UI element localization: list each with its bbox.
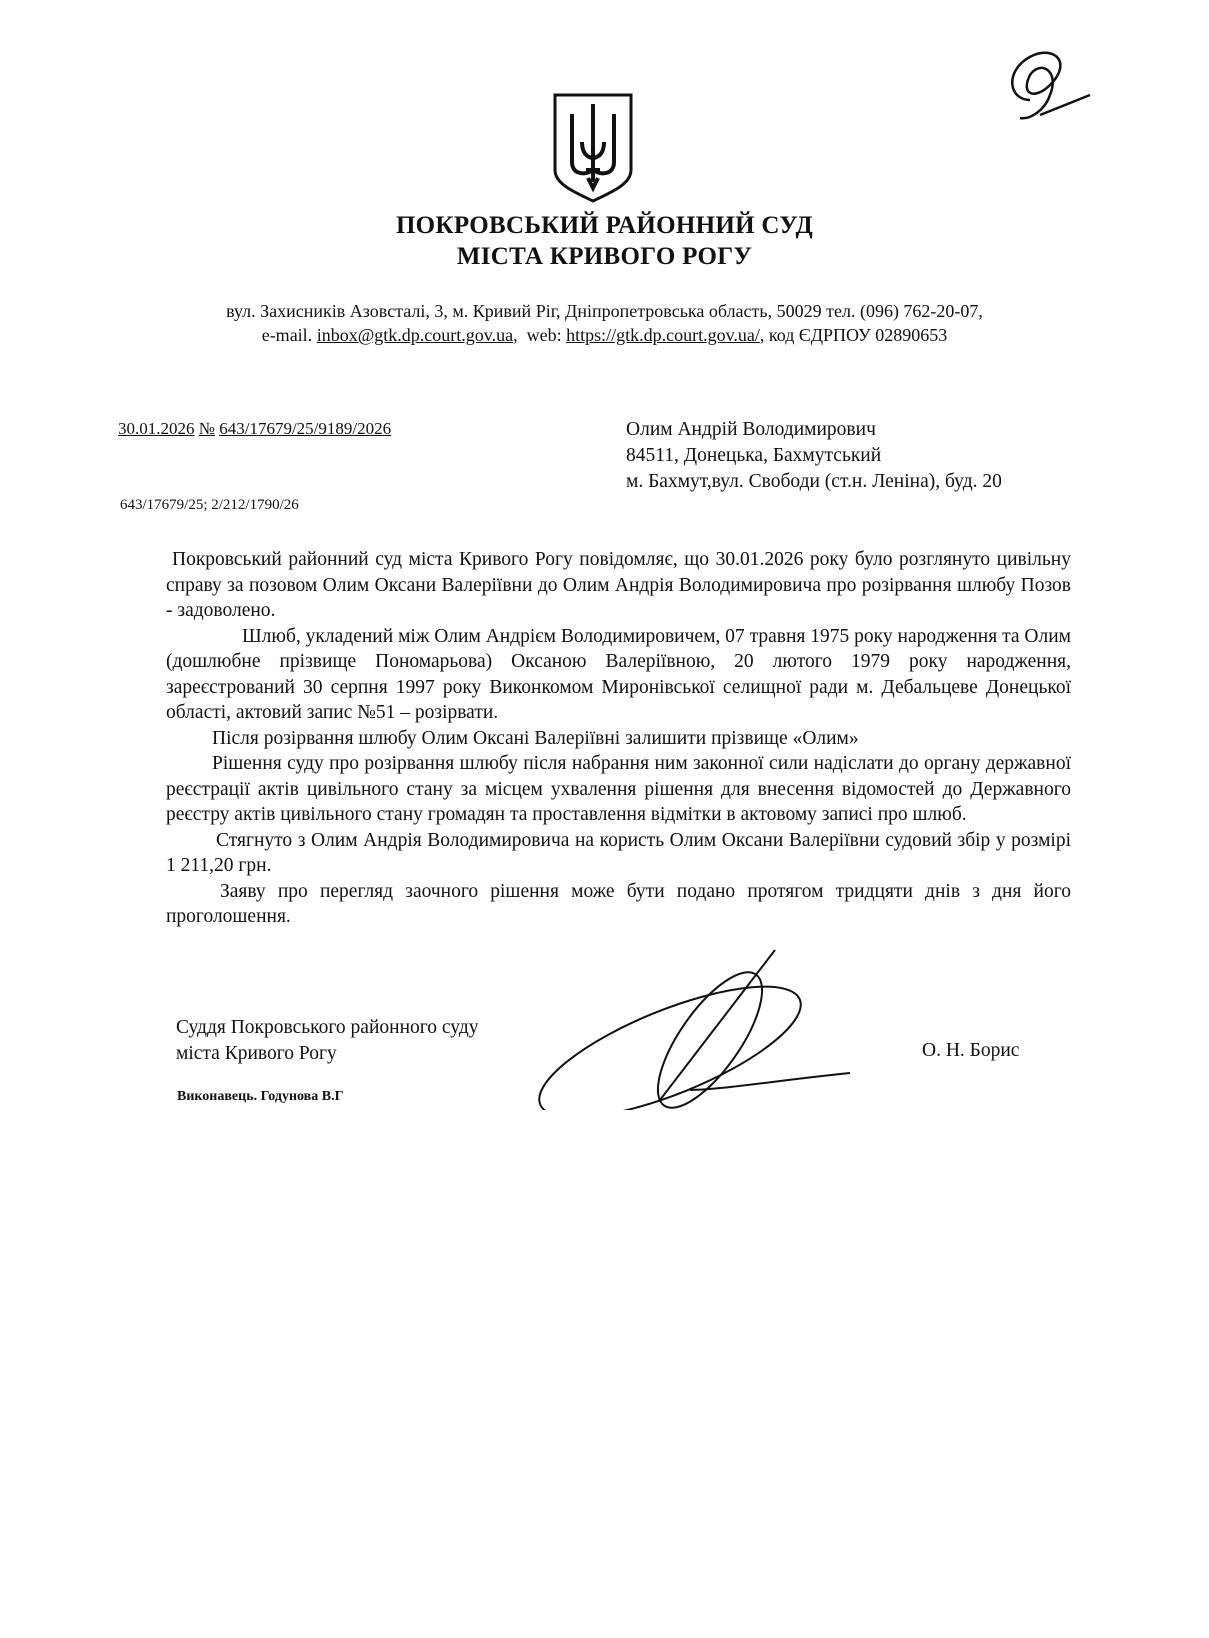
court-city: МІСТА КРИВОГО РОГУ [456, 243, 753, 270]
number-sign: № [198, 419, 215, 438]
court-contacts: e-mail. inbox@gtk.dp.court.gov.ua, web: https://gtk.dp.court.gov.ua/, код ЄДРПОУ 02890653 [261, 325, 948, 345]
body-paragraph: Покровський районний суд міста Кривого Рогу повідомляє, що 30.01.2026 року було розглянуто цивільну справу за позовом Олим Оксани Валеріївни до Олим Андрія Володимировича про розірвання шлюбу Позов - задоволено. [166, 549, 1071, 621]
body-paragraph: Стягнуто з Олим Андрія Володимировича на користь Олим Оксани Валеріївни судовий збір у розмірі 1 211,20 грн. [166, 829, 1071, 876]
body-paragraph: Рішення суду про розірвання шлюбу після набрання ним законної сили надіслати до органу державної реєстрації актів цивільного стану за місцем ухвалення рішення для внесення відомостей до Державного реєстру актів цивільного стану громадян та проставлення відмітки в актовому записі про шлюб. [166, 753, 1071, 825]
letter-body [166, 547, 1071, 930]
edrpou: , код ЄДРПОУ 02890653 [759, 325, 948, 345]
email-link[interactable]: inbox@gtk.dp.court.gov.ua [316, 325, 514, 345]
case-numbers: 643/17679/25; 2/212/1790/26 [120, 497, 299, 513]
web-link[interactable]: https://gtk.dp.court.gov.ua/ [566, 325, 760, 345]
recipient-block [626, 417, 1002, 495]
judge-title [176, 1015, 479, 1067]
handwritten-signature [520, 940, 860, 1110]
judge-title-line: міста Кривого Рогу [176, 1043, 337, 1064]
recipient-name: Олим Андрій Володимирович [626, 419, 876, 440]
reference-date: 30.01.2026 [118, 419, 195, 438]
recipient-address-line: м. Бахмут,вул. Свободи (ст.н. Леніна), буд. 20 [626, 471, 1002, 492]
email-label: e-mail. [261, 325, 313, 345]
handwritten-mark [990, 40, 1100, 130]
reference-number: 643/17679/25/9189/2026 [219, 419, 392, 438]
body-paragraph: Шлюб, укладений між Олим Андрієм Володимировичем, 07 травня 1975 року народження та Олим (дошлюбне прізвище Пономарьова) Оксаною Валеріївною, 20 лютого 1979 року народження, зареєстрований 30 серпня 1997 року Виконкомом Миронівської селищної ради м. Дебальцеве Донецької області, актовий запис №51 – розірвати. [166, 625, 1071, 723]
outgoing-reference [118, 419, 391, 439]
court-name: ПОКРОВСЬКИЙ РАЙОННИЙ СУД [395, 212, 814, 239]
executor: Виконавець. Годунова В.Г [177, 1089, 344, 1104]
coat-of-arms-icon [552, 92, 634, 204]
body-paragraph: Після розірвання шлюбу Олим Оксані Валеріївні залишити прізвище «Олим» [212, 727, 859, 749]
judge-title-line: Суддя Покровського районного суду [176, 1017, 479, 1038]
recipient-address-line: 84511, Донецька, Бахмутський [626, 445, 882, 466]
judge-name: О. Н. Борис [922, 1040, 1020, 1061]
web-label: web: [526, 325, 562, 345]
body-paragraph: Заяву про перегляд заочного рішення може бути подано протягом тридцяти днів з дня його проголошення. [166, 880, 1071, 927]
court-address: вул. Захисників Азовсталі, 3, м. Кривий Ріг, Дніпропетровська область, 50029 тел. (096) 762-20-07, [226, 301, 983, 321]
